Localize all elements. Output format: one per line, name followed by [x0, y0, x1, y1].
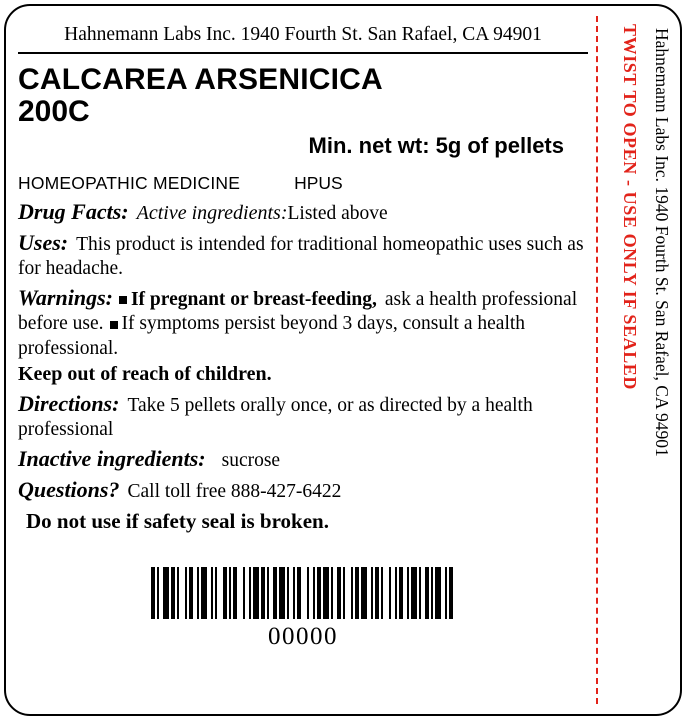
hpus-label: HPUS	[294, 172, 343, 193]
drug-facts-line	[18, 198, 588, 226]
manufacturer-line: Hahnemann Labs Inc. 1940 Fourth St. San Rafael, CA 94901	[64, 24, 542, 45]
uses-text: This product is intended for traditional homeopathic uses such as for headache.	[18, 233, 584, 280]
twist-to-open-text: TWIST TO OPEN - USE ONLY IF SEALED	[620, 24, 640, 391]
category-label: HOMEOPATHIC MEDICINE	[18, 172, 241, 193]
inactive-line	[18, 445, 588, 473]
directions-line	[18, 390, 588, 442]
active-ingredients-label: Active ingredients:	[136, 201, 288, 224]
main-panel	[18, 14, 588, 704]
header-divider	[18, 52, 588, 54]
product-name: CALCAREA ARSENICICA	[18, 63, 383, 96]
questions-line	[18, 476, 588, 504]
warning-pregnancy-bold: If pregnant or breast-feeding,	[130, 289, 377, 311]
side-panel-rotated-text	[594, 10, 674, 710]
bullet-square-icon	[119, 296, 127, 304]
active-ingredients-value: Listed above	[287, 202, 388, 224]
directions-text: Take 5 pellets orally once, or as directed by a health professional	[18, 394, 533, 440]
drug-facts-heading: Drug Facts:	[18, 198, 129, 224]
warning-pregnancy-rest: ask a health professional before use.	[18, 289, 578, 335]
warnings-line	[18, 284, 588, 361]
side-panel	[596, 10, 680, 710]
directions-heading: Directions:	[18, 390, 120, 416]
warnings-heading: Warnings:	[18, 285, 113, 311]
category-row	[18, 173, 588, 194]
inactive-heading: Inactive ingredients:	[18, 445, 206, 471]
bullet-square-icon-2	[110, 321, 118, 329]
uses-line	[18, 229, 588, 281]
questions-heading: Questions?	[18, 477, 120, 503]
product-potency: 200C	[18, 95, 90, 129]
drug-facts-block	[18, 198, 588, 535]
inactive-value: sucrose	[221, 449, 281, 471]
side-address: Hahnemann Labs Inc. 1940 Fourth St. San Rafael, CA 94901	[652, 28, 672, 457]
keep-out-of-reach: Keep out of reach of children.	[18, 362, 272, 385]
barcode-image	[151, 567, 455, 619]
questions-value: Call toll free 888-427-6422	[127, 481, 342, 503]
barcode-area	[18, 554, 588, 651]
net-weight: Min. net wt: 5g of pellets	[308, 132, 564, 158]
warning-symptoms: If symptoms persist beyond 3 days, consult a health professional.	[18, 313, 526, 359]
safety-seal-text: Do not use if safety seal is broken.	[26, 509, 329, 534]
uses-heading: Uses:	[18, 229, 69, 255]
barcode-number: 00000	[268, 623, 338, 651]
